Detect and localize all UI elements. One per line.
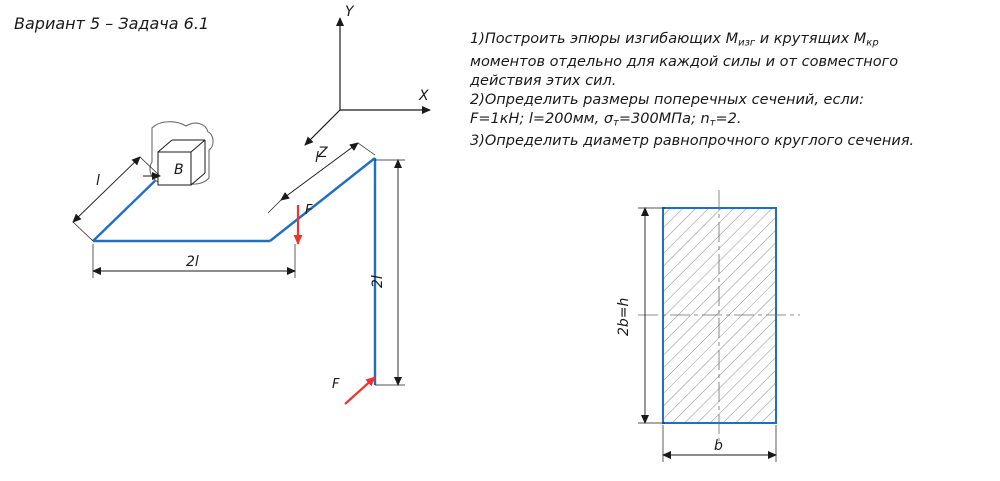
force-arrow-bottom <box>332 377 375 404</box>
dimension-label-2l-horizontal: 2l <box>186 254 199 270</box>
axis-label-x: X <box>419 88 429 104</box>
m-izg-subscript: изг <box>738 37 756 49</box>
cross-section <box>616 190 800 462</box>
force-label-top: F <box>305 203 313 218</box>
section-height-label: 2b=h <box>616 297 632 336</box>
coordinate-axes <box>305 4 430 145</box>
dimension-l-left <box>73 157 160 241</box>
m-kr-subscript: кр <box>866 37 879 49</box>
axis-label-z-visible: Z <box>318 145 328 161</box>
task-line-1: 1)Построить эпюры изгибающих $M_{изг}$ и крутящих $M_{кр}$ <box>470 31 879 49</box>
task-line-4: 2)Определить размеры поперечных сечений, если: <box>470 91 865 108</box>
beam-frame <box>93 158 375 385</box>
task-line-5: F=1кН; l=200мм, $\sigma_т=300МПа$; $n_т=2$. <box>470 110 742 128</box>
force-label-bottom: F <box>332 377 340 392</box>
force-arrow-top <box>298 203 313 244</box>
section-width-label: b <box>714 438 723 454</box>
axis-label-y: Y <box>345 4 354 20</box>
dimension-2l-horizontal <box>93 244 295 278</box>
task-line-6: 3)Определить диаметр равнопрочного круглого сечения. <box>470 133 915 149</box>
task-line-2: моментов отдельно для каждой силы и от совместного <box>470 53 899 70</box>
sigma-t-subscript: т <box>613 117 619 128</box>
n-t-subscript: т <box>709 117 716 128</box>
dimension-label-l-left: l <box>96 173 100 189</box>
point-label-b: B <box>174 162 184 178</box>
task-line-3: действия этих сил. <box>470 72 617 89</box>
support-block <box>143 122 213 185</box>
dimension-label-l-right: l <box>315 150 319 166</box>
page-title: Вариант 5 – Задача 6.1 <box>14 14 210 33</box>
dimension-label-2l-vertical: 2l <box>370 275 386 288</box>
